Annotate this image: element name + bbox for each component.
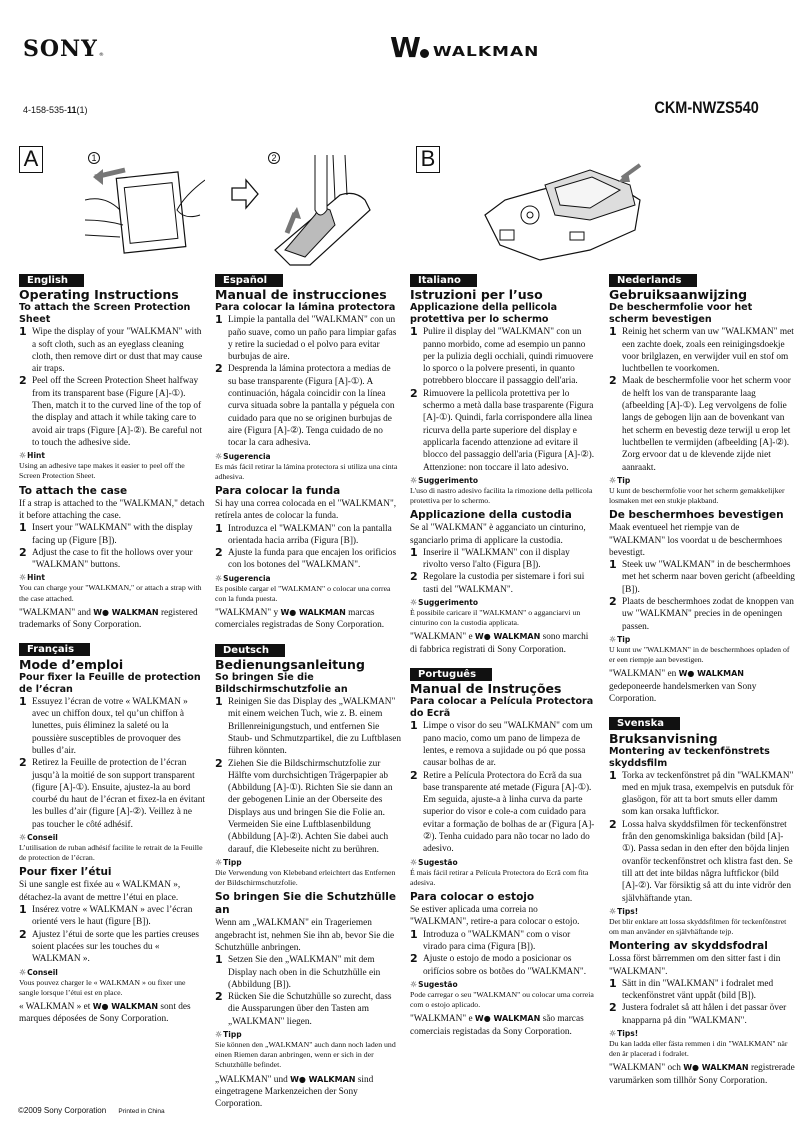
hint-text: Sie können den „WALKMAN" auch dann noch laden und einen Riemen daran anbringen, wenn er sich in der Schutzhülle befindet.	[215, 1039, 396, 1070]
sony-logo: SONY®	[23, 36, 105, 62]
hint-text: È possibile caricare il "WALKMAN" o agganciarvi un cinturino con la custodia applicata.	[410, 608, 581, 628]
section-portugues	[410, 666, 596, 1038]
step-item: 2 Peel off the Screen Protection Sheet halfway from its transparent base (Figure [A]-①). Then, match it to the curved line of the top of the display and attach it while taking care to avoid air traps (Figure [A]-②). Be careful not to touch the adhesive side.	[19, 374, 202, 448]
step-item: 2 Rücken Sie die Schutzhülle so zurecht, dass die Aussparungen über den Tasten am „WALKMAN" liegen.	[215, 990, 392, 1027]
hint-text: U kunt de beschermfolie voor het scherm gemakkelijker losmaken met een stukje plakband.	[609, 485, 785, 506]
walkman-logo-icon: W● WALKMAN	[92, 1001, 159, 1011]
lang-tab-italiano: Italiano	[410, 274, 477, 287]
hint-text: Pode carregar o seu "WALKMAN" ou colocar uma correia com o estojo aplicado.	[410, 989, 594, 1009]
lightbulb-icon: ☼	[19, 833, 27, 843]
copyright: ©2009 Sony Corporation	[18, 1106, 107, 1115]
step-item: 2 Plaats de beschermhoes zodat de knoppen van uw "WALKMAN" precies in de openingen passen.	[609, 595, 794, 632]
intro-text: Wenn am „WALKMAN" ein Trageriemen angebracht ist, nehmen Sie ihn ab, bevor Sie die Schutzhülle anbringen.	[215, 918, 395, 953]
walkman-logo-icon: W● WALKMAN	[290, 1074, 356, 1084]
section-title: Bruksanvisning	[609, 730, 718, 746]
section-francais	[19, 641, 205, 1025]
walkman-logo-icon: W● WALKMAN	[280, 608, 346, 618]
lightbulb-icon: ☼	[19, 967, 27, 977]
part-number: 4-158-535-11(1)	[23, 105, 88, 115]
step-item: 1 Insérez votre « WALKMAN » avec l’écran orienté vers le haut (figure [B]).	[19, 903, 193, 928]
walkman-logo-icon: W● WALKMAN	[678, 669, 744, 679]
step-item: 1 Sätt in din "WALKMAN" i fodralet med teckenfönstret vänt uppåt (bild [B]).	[609, 976, 774, 1002]
hint-heading: ☼Tip	[609, 634, 631, 644]
lightbulb-icon: ☼	[410, 598, 418, 608]
step-item: 1 Limpe o visor do seu "WALKMAN" com um pano macio, como um pano de limpeza de lentes, e remova a sujidade ou pó que possa causar bolhas de ar.	[410, 719, 593, 769]
step-item: 2 Desprenda la lámina protectora a medias de su base transparente (Figura [A]-①). A continuación, hágala coincidir con la línea curva situada sobre la pantalla y péguela con cuidado para que no se originen burbujas de aire (Figura [A]-②). Tenga cuidado de no tocar la cara adhesiva.	[215, 362, 395, 449]
step-item: 1 Wipe the display of your "WALKMAN" with a soft cloth, such as an eyeglass cleaning cloth, then remove dirt or dust that may cause air traps.	[19, 325, 203, 375]
step-item: 1 Setzen Sie den „WALKMAN" mit dem Display nach oben in die Schutzhülle ein (Abbildung [B]).	[215, 953, 381, 990]
step-item: 1 Essuyez l’écran de votre « WALKMAN » avec un chiffon doux, tel qu’un chiffon à lunettes, puis éliminez la saleté ou la poussière susceptibles de provoquer des bulles d’air.	[19, 694, 188, 756]
hint-heading: ☼Sugestão	[410, 979, 458, 989]
subsection-title: Montering av skyddsfodral	[609, 940, 768, 953]
hint-text: Det blir enklare att lossa skyddsfilmen för teckenfönstret om man använder en självhäftande tejp.	[609, 916, 787, 936]
step-item: 1 Limpie la pantalla del "WALKMAN" con un paño suave, como un paño para limpiar gafas y retire la suciedad o el polvo para evitar burbujas de aire.	[215, 313, 397, 363]
subsection-title: Montering av teckenfönstrets skyddsfilm	[609, 745, 770, 769]
step-item: 1 Introduza o "WALKMAN" com o visor virado para cima (Figura [B]).	[410, 927, 571, 952]
section-title: Operating Instructions	[19, 287, 179, 303]
arrow-right-icon	[230, 178, 260, 210]
intro-text: Si une sangle est fixée au « WALKMAN », détachez-la avant de mettre l’étui en place.	[19, 880, 181, 903]
hint-text: You can charge your "WALKMAN," or attach a strap with the case attached.	[19, 583, 202, 603]
step-item: 2 Retirez la Feuille de protection de l’écran jusqu’à la moitié de son support transparent (figure [A]-①). Ensuite, ajustez-la au bord courbé du haut de l’écran et fixez-la en évitant les bulles d’air (figure [A]-②). Veillez à ne pas toucher le côté adhésif.	[19, 756, 205, 830]
hint-heading: ☼Conseil	[19, 967, 58, 977]
subsection-title: De beschermhoes bevestigen	[609, 509, 784, 522]
figure-a-step2-label: 2	[268, 152, 280, 164]
subsection-title: Pour fixer l’étui	[19, 866, 112, 879]
intro-text: If a strap is attached to the "WALKMAN," detach it before attaching the case.	[19, 498, 205, 521]
step-item: 1 Reinig het scherm van uw "WALKMAN" met een zachte doek, zoals een reinigingsdoekje voor brilglazen, en verwijder vuil en stof om luchtbellen te voorkomen.	[609, 325, 794, 375]
section-title: Bedienungsanleitung	[215, 657, 365, 673]
lang-tab-francais: Français	[19, 643, 90, 656]
lightbulb-icon: ☼	[19, 451, 27, 461]
hint-heading: ☼Sugerencia	[215, 573, 271, 583]
intro-text: Lossa först bärremmen om den sitter fast i din "WALKMAN".	[609, 954, 781, 977]
column-2	[215, 272, 401, 1110]
step-item: 2 Ajuste la funda para que encajen los orificios con los botones del "WALKMAN".	[215, 546, 397, 571]
step-item: 1 Pulire il display del "WALKMAN" con un panno morbido, come ad esempio un panno per la pulizia degli occhiali, quindi rimuovere lo sporco o la polvere presenti, in quanto potrebbero bloccare il passaggio dell'aria.	[410, 325, 594, 387]
step-item: 2 Justera fodralet så att hålen i det passar över knapparna på din "WALKMAN".	[609, 1001, 787, 1026]
hint-text: Using an adhesive tape makes it easier to peel off the Screen Protection Sheet.	[19, 461, 185, 481]
trademark-notice: "WALKMAN" y W● WALKMAN marcas comerciales registradas de Sony Corporation.	[215, 608, 385, 631]
section-nederlands	[609, 272, 795, 705]
step-item: 2 Ziehen Sie die Bildschirmschutzfolie zur Hälfte vom durchsichtigen Trägerpapier ab (Abbildung [A]-①). Richten Sie sie dann an der gebogenen Linie an der Oberseite des Displays aus und bringen Sie die Folie an. Vermeiden Sie eine Luftblasenbildung (Abbildung [A]-②). Achten Sie dabei auch darauf, die Klebeseite nicht zu berühren.	[215, 756, 393, 855]
step-item: 1 Introduzca el "WALKMAN" con la pantalla orientada hacia arriba (Figura [B]).	[215, 521, 392, 546]
hint-text: U kunt uw "WALKMAN" in de beschermhoes opladen of er een riempje aan bevestigen.	[609, 644, 790, 665]
section-title: Mode d’emploi	[19, 656, 124, 672]
lightbulb-icon: ☼	[609, 634, 617, 644]
walkman-logo: W WALKMAN	[390, 31, 540, 64]
intro-text: Se estiver aplicada uma correia no "WALKMAN", retire-a para colocar o estojo.	[410, 905, 580, 928]
hint-text: Es posible cargar el "WALKMAN" o colocar una correa con la funda puesta.	[215, 583, 391, 603]
trademark-notice: "WALKMAN" och W● WALKMAN registrerade varumärken som tillhör Sony Corporation.	[609, 1063, 795, 1086]
lightbulb-icon: ☼	[609, 475, 617, 485]
subsection-title: So bringen Sie die Bildschirmschutzfolie an	[215, 672, 348, 696]
section-deutsch	[215, 642, 401, 1111]
section-espanol	[215, 272, 401, 632]
hint-heading: ☼Sugerencia	[215, 451, 271, 461]
subsection-title: To attach the Screen Protection Sheet	[19, 302, 191, 326]
trademark-notice: „WALKMAN" und W● WALKMAN sind eingetragene Markenzeichen der Sony Corporation.	[215, 1074, 374, 1110]
section-english	[19, 272, 205, 631]
lightbulb-icon: ☼	[609, 1028, 617, 1038]
intro-text: Se al "WALKMAN" è agganciato un cinturino, sganciarlo prima di applicare la custodia.	[410, 523, 586, 546]
walkman-logo-icon: W● WALKMAN	[474, 632, 541, 642]
step-item: 1 Inserire il "WALKMAN" con il display rivolto verso l'alto (Figura [B]).	[410, 545, 570, 571]
step-item: 2 Ajustez l’étui de sorte que les parties creuses soient placées sur les touches du « WALKMAN ».	[19, 927, 200, 965]
step-item: 2 Regolare la custodia per sistemare i fori sui tasti del "WALKMAN".	[410, 570, 585, 595]
step-item: 2 Maak de beschermfolie voor het scherm voor de helft los van de transparante laag (afbeelding [A]-①). Leg vervolgens de folie langs de gebogen lijn aan de bovenkant van het scherm en bevestig deze terwijl u erop let luchtbellen te vermijden (afbeelding [A]-②). Zorg ervoor dat u de klevende zijde niet aanraakt.	[609, 374, 791, 473]
section-title: Manual de Instruções	[410, 681, 562, 697]
subsection-title: Para colocar la lámina protectora	[215, 302, 396, 314]
hint-text: Die Verwendung von Klebeband erleichtert das Entfernen der Bildschirmschutzfolie.	[215, 867, 396, 888]
hint-heading: ☼Suggerimento	[410, 598, 478, 608]
hint-heading: ☼Tips!	[609, 1028, 639, 1038]
step-item: 1 Insert your "WALKMAN" with the display facing up (Figure [B]).	[19, 521, 193, 546]
subsection-title: Para colocar a Película Protectora do Ecrã	[410, 696, 594, 720]
subsection-title: Applicazione della custodia	[410, 509, 572, 522]
subsection-title: De beschermfolie voor het scherm bevestigen	[609, 302, 753, 326]
hint-heading: ☼Sugestão	[410, 857, 458, 867]
hint-heading: ☼Suggerimento	[410, 475, 478, 485]
hint-text: L'uso di nastro adesivo facilita la rimozione della pellicola protettiva per lo schermo.	[410, 485, 593, 506]
step-item: 2 Ajuste o estojo de modo a posicionar os orifícios sobre os botões do "WALKMAN".	[410, 952, 587, 977]
trademark-notice: « WALKMAN » et W● WALKMAN sont des marques déposées de Sony Corporation.	[19, 1001, 191, 1025]
figure-b-label: B	[416, 146, 440, 173]
trademark-notice: "WALKMAN" and W● WALKMAN registered trademarks of Sony Corporation.	[19, 607, 198, 631]
trademark-notice: "WALKMAN" e W● WALKMAN sono marchi di fabbrica registrati di Sony Corporation.	[410, 632, 589, 655]
hint-heading: ☼Tipp	[215, 857, 242, 867]
lang-tab-nederlands: Nederlands	[609, 274, 697, 287]
attach-sheet-illustration	[265, 155, 385, 270]
walkman-logo-icon: W● WALKMAN	[93, 607, 159, 617]
hint-heading: ☼Tipp	[215, 1029, 242, 1039]
lightbulb-icon: ☼	[410, 475, 418, 485]
lightbulb-icon: ☼	[215, 451, 223, 461]
hint-heading: ☼Conseil	[19, 833, 58, 843]
step-item: 1 Torka av teckenfönstret på din "WALKMAN" med en mjuk trasa, exempelvis en putsduk för glasögon, för att ta bort smuts eller damm som kan orsaka luftfickor.	[609, 768, 794, 818]
intro-text: Maak eventueel het riempje van de "WALKMAN" los voordat u de beschermhoes bevestigt.	[609, 523, 783, 558]
printed-in: Printed in China	[118, 1108, 165, 1115]
hint-text: Du kan ladda eller fästa remmen i din "WALKMAN" när den är placerad i fodralet.	[609, 1038, 788, 1059]
step-item: 2 Rimuovere la pellicola protettiva per lo schermo a metà dalla base trasparente (Figura [A]-①). Quindi, farla corrispondere alla linea ricurva della parte superiore del display e applicarla facendo attenzione ad evitare il blocco del passaggio dell'aria (Figura [A]-②). Attenzione: non toccare il lato adesivo.	[410, 386, 595, 473]
section-svenska	[609, 715, 795, 1087]
hint-text: Vous pouvez charger le « WALKMAN » ou fixer une sangle lorsque l’étui est en place.	[19, 977, 186, 997]
hint-heading: ☼Tips!	[609, 906, 639, 916]
subsection-title: So bringen Sie die Schutzhülle an	[215, 891, 396, 917]
model-number: CKM-NWZS540	[654, 98, 759, 117]
step-item: 2 Retire a Película Protectora do Ecrã da sua base transparente até metade (Figura [A]-①). Em seguida, ajuste-a à linha curva da parte superior do visor e cole-a com cuidado para evitar a formação de bolhas de ar (Figura [A]-②). Tenha cuidado para não tocar no lado do adesivo.	[410, 768, 595, 855]
lightbulb-icon: ☼	[410, 857, 418, 867]
intro-text: Si hay una correa colocada en el "WALKMAN", retírela antes de colocar la funda.	[215, 498, 397, 522]
hint-heading: ☼Hint	[19, 451, 45, 461]
section-title: Manual de instrucciones	[215, 287, 387, 303]
lightbulb-icon: ☼	[19, 573, 27, 583]
walkman-case-illustration	[480, 160, 650, 265]
subsection-title: Para colocar o estojo	[410, 891, 535, 904]
lightbulb-icon: ☼	[215, 857, 223, 867]
step-item: 1 Reinigen Sie das Display des „WALKMAN" mit einem weichen Tuch, wie z. B. einem Brillenreinigungstuch, und entfernen Sie Staub- und Schmutzpartikel, die zu Luftblasen führen könnten.	[215, 695, 401, 757]
hint-heading: ☼Hint	[19, 573, 45, 583]
figure-a-label: A	[19, 146, 43, 173]
lang-tab-deutsch: Deutsch	[215, 644, 285, 657]
subsection-title: To attach the case	[19, 484, 128, 497]
footer	[18, 1106, 165, 1115]
lightbulb-icon: ☼	[215, 573, 223, 583]
walkman-dot-icon	[420, 49, 429, 58]
column-1	[19, 272, 205, 1026]
subsection-title: Para colocar la funda	[215, 484, 341, 497]
lang-tab-english: English	[19, 274, 84, 287]
hint-text: Es más fácil retirar la lámina protectora si utiliza una cinta adhesiva.	[215, 461, 398, 481]
subsection-title: Pour fixer la Feuille de protection de l’écran	[19, 671, 201, 695]
lang-tab-svenska: Svenska	[609, 717, 680, 730]
step-item: 1 Steek uw "WALKMAN" in de beschermhoes met het scherm naar boven gericht (afbeelding [B]).	[609, 558, 795, 595]
figure-a-step1-label: 1	[88, 152, 100, 164]
lightbulb-icon: ☼	[410, 979, 418, 989]
walkman-logo-icon: W● WALKMAN	[474, 1014, 541, 1024]
lightbulb-icon: ☼	[215, 1029, 223, 1039]
hint-heading: ☼Tip	[609, 475, 631, 485]
hint-text: É mais fácil retirar a Película Protectora do Ecrã com fita adesiva.	[410, 867, 589, 887]
step-item: 2 Lossa halva skyddsfilmen för teckenfönstret från den genomskinliga baksidan (bild [A]-①). Passa sedan in den efter den böjda linjen ovanför teckenfönstret och klistra fast den. Se till att det inte bildas några luftfickor (bild [A]-②). Var försiktig så att du inte vidrör den självhäftande ytan.	[609, 817, 793, 904]
column-4	[609, 272, 795, 1087]
column-3	[410, 272, 596, 1038]
subsection-title: Applicazione della pellicola protettiva per lo schermo	[410, 302, 558, 326]
section-title: Istruzioni per l’uso	[410, 287, 543, 303]
trademark-notice: "WALKMAN" en W● WALKMAN gedeponeerde handelsmerken van Sony Corporation.	[609, 669, 757, 704]
walkman-w-mark-icon: W	[390, 31, 418, 64]
walkman-logo-icon: W● WALKMAN	[683, 1063, 749, 1073]
trademark-notice: "WALKMAN" e W● WALKMAN são marcas comerciais registadas da Sony Corporation.	[410, 1014, 584, 1037]
lightbulb-icon: ☼	[609, 906, 617, 916]
hint-text: L’utilisation de ruban adhésif facilite le retrait de la Feuille de protection de l’écran.	[19, 843, 203, 863]
lang-tab-espanol: Español	[215, 274, 283, 287]
lang-tab-portugues: Português	[410, 668, 492, 681]
section-italiano	[410, 272, 596, 656]
step-item: 2 Adjust the case to fit the hollows over your "WALKMAN" buttons.	[19, 545, 193, 571]
section-title: Gebruiksaanwijzing	[609, 287, 748, 303]
peel-sheet-illustration	[85, 165, 205, 260]
